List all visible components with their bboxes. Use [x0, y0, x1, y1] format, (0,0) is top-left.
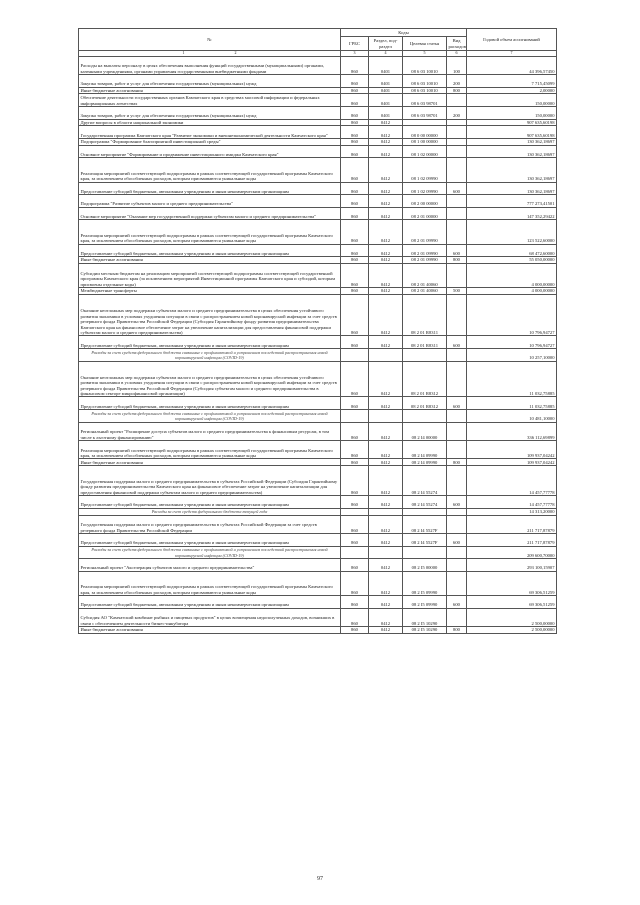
row-target: 08 2 I4 09990	[403, 441, 447, 459]
header-name: №	[79, 29, 341, 51]
table-row	[79, 220, 557, 244]
row-type	[447, 546, 467, 559]
row-name: Реализация мероприятий соответствующей подпрограммы в рамках соответствующей государственной программы Камчатского края, за исключением обособленных расходов, которым присваиваются уникальные коды	[79, 441, 341, 459]
row-name: Субсидии местным бюджетам на реализацию мероприятий соответствующей подпрограммы соответствующей государственной программы Камчатского края (за исключением мероприятий Инвестиционной программы Камчатского края и субсидий, которым присвоены отдельные коды)	[79, 263, 341, 287]
row-type	[447, 138, 467, 145]
header-target: Целевая статья	[403, 37, 447, 51]
row-name: Расходы за счет средств федерального бюджета связанные с профилактикой и устранением последствий распространения новой коронавирусной инфекции (COVID-19)	[79, 546, 341, 559]
table-row	[79, 288, 557, 295]
header-amount: Годовой объем ассигнований	[467, 29, 557, 51]
table-row	[79, 441, 557, 459]
row-grbs: 860	[341, 56, 369, 74]
row-type: 800	[447, 257, 467, 264]
row-razdel: 0401	[369, 56, 403, 74]
row-razdel: 0412	[369, 466, 403, 496]
row-grbs: 860	[341, 207, 369, 220]
note-row	[79, 546, 557, 559]
row-type	[447, 361, 467, 397]
table-row	[79, 244, 557, 257]
row-target: 08 6 03 10010	[403, 87, 447, 94]
row-razdel: 0401	[369, 106, 403, 119]
table-row	[79, 534, 557, 547]
row-type	[447, 158, 467, 182]
row-target: 08 2 I4 5527F	[403, 515, 447, 533]
row-razdel: 0412	[369, 361, 403, 397]
row-target	[403, 410, 447, 423]
row-razdel: 0412	[369, 145, 403, 158]
row-name: Обеспечение деятельности государственных органов Камчатского края в средствах массовой информации и федеральных информационных агентствах	[79, 94, 341, 107]
row-grbs: 860	[341, 263, 369, 287]
table-row	[79, 74, 557, 87]
row-type	[447, 145, 467, 158]
table-row	[79, 361, 557, 397]
row-target: 08 0 00 00000	[403, 126, 447, 139]
row-target	[403, 508, 447, 515]
row-grbs: 860	[341, 559, 369, 572]
row-amount: 109 937,04242	[467, 459, 557, 466]
row-razdel: 0412	[369, 195, 403, 208]
row-grbs: 860	[341, 422, 369, 440]
row-name: Основное мероприятие "Оказание мер государственной поддержки субъектам малого и среднего предпринимательства"	[79, 207, 341, 220]
row-grbs: 860	[341, 138, 369, 145]
row-name: Предоставление субсидий бюджетным, автономным учреждениям и иным некоммерческим организациям	[79, 397, 341, 410]
table-row	[79, 56, 557, 74]
row-grbs: 860	[341, 182, 369, 195]
table-row	[79, 87, 557, 94]
row-type	[447, 94, 467, 107]
row-name: Иные бюджетные ассигнования	[79, 626, 341, 633]
row-razdel: 0412	[369, 220, 403, 244]
table-row	[79, 397, 557, 410]
row-name: Расходы за счет средств федерального бюджета связанные с профилактикой и устранением последствий распространения новой коронавирусной инфекции (COVID-19)	[79, 410, 341, 423]
row-type: 100	[447, 56, 467, 74]
row-name: Реализация мероприятий соответствующей подпрограммы в рамках соответствующей государственной программы Камчатского края, за исключением обособленных расходов, которым присваиваются уникальные коды	[79, 571, 341, 595]
row-grbs: 860	[341, 571, 369, 595]
row-grbs: 860	[341, 94, 369, 107]
row-type	[447, 508, 467, 515]
header-type: Вид расходов	[448, 38, 466, 49]
row-type: 600	[447, 182, 467, 195]
row-grbs	[341, 546, 369, 559]
row-amount: 209 600,70000	[467, 546, 557, 559]
row-razdel	[369, 508, 403, 515]
row-name: Региональный проект "Расширение доступа субъектов малого и среднего предпринимательства к финансовым ресурсам, в том числе к льготному финансированию"	[79, 422, 341, 440]
row-amount: 211 717,87879	[467, 534, 557, 547]
note-row	[79, 410, 557, 423]
row-type	[447, 410, 467, 423]
row-amount: 123 522,60000	[467, 220, 557, 244]
row-target: 08 6 03 10010	[403, 74, 447, 87]
budget-table-page	[78, 28, 556, 634]
row-grbs: 860	[341, 496, 369, 509]
row-razdel: 0412	[369, 496, 403, 509]
row-grbs: 860	[341, 158, 369, 182]
row-amount: 130 362,18697	[467, 158, 557, 182]
row-razdel: 0412	[369, 559, 403, 572]
row-target: 08 2 01 R8312	[403, 397, 447, 410]
row-type	[447, 207, 467, 220]
row-grbs	[341, 410, 369, 423]
row-type	[447, 422, 467, 440]
header-grbs: ГРБС	[341, 37, 369, 51]
table-row	[79, 119, 557, 126]
row-amount: 4 000,00000	[467, 288, 557, 295]
table-row	[79, 294, 557, 336]
row-razdel: 0412	[369, 263, 403, 287]
row-type	[447, 466, 467, 496]
row-grbs: 860	[341, 336, 369, 349]
row-razdel: 0412	[369, 294, 403, 336]
row-type: 500	[447, 288, 467, 295]
row-name: Предоставление субсидий бюджетным, автономным учреждениям и иным некоммерческим организациям	[79, 244, 341, 257]
row-name: Предоставление субсидий бюджетным, автономным учреждениям и иным некоммерческим организациям	[79, 182, 341, 195]
row-name: Предоставление субсидий бюджетным, автономным учреждениям и иным некоммерческим организациям	[79, 595, 341, 608]
row-target: 08 2 I5 09990	[403, 571, 447, 595]
row-grbs: 860	[341, 106, 369, 119]
row-amount: 150,00000	[467, 106, 557, 119]
table-row	[79, 106, 557, 119]
row-grbs: 860	[341, 87, 369, 94]
row-amount: 130 362,18697	[467, 145, 557, 158]
table-row	[79, 94, 557, 107]
row-grbs: 860	[341, 74, 369, 87]
row-amount: 10 481,10000	[467, 410, 557, 423]
table-row	[79, 459, 557, 466]
col-num: 3	[341, 51, 369, 57]
row-type	[447, 571, 467, 595]
table-row	[79, 626, 557, 633]
row-razdel: 0412	[369, 534, 403, 547]
row-type: 600	[447, 496, 467, 509]
row-name: Подпрограмма "Развитие субъектов малого и среднего предпринимательства"	[79, 195, 341, 208]
row-razdel: 0412	[369, 126, 403, 139]
row-amount: 44 396,57450	[467, 56, 557, 74]
row-grbs	[341, 508, 369, 515]
row-name: Подпрограмма "Формирование благоприятной инвестиционной среды"	[79, 138, 341, 145]
row-grbs: 860	[341, 466, 369, 496]
row-target: 08 2 01 09990	[403, 220, 447, 244]
table-row	[79, 195, 557, 208]
row-amount: 14 457,77778	[467, 466, 557, 496]
col-num: 7	[467, 51, 557, 57]
row-type	[447, 349, 467, 362]
row-grbs: 860	[341, 220, 369, 244]
table-row	[79, 571, 557, 595]
row-grbs: 860	[341, 294, 369, 336]
row-amount: 130 362,18697	[467, 138, 557, 145]
row-type	[447, 119, 467, 126]
row-grbs: 860	[341, 195, 369, 208]
table-row	[79, 158, 557, 182]
row-razdel: 0412	[369, 182, 403, 195]
row-name: Расходы за счет средств федерального бюджета текущей года	[79, 508, 341, 515]
row-razdel	[369, 410, 403, 423]
row-grbs: 860	[341, 244, 369, 257]
row-grbs: 860	[341, 397, 369, 410]
row-type	[447, 263, 467, 287]
row-razdel: 0401	[369, 94, 403, 107]
row-type: 200	[447, 74, 467, 87]
table-row	[79, 466, 557, 496]
row-target	[403, 349, 447, 362]
row-type: 200	[447, 106, 467, 119]
header-razdel: Раздел, под-раздел	[369, 37, 403, 51]
table-row	[79, 595, 557, 608]
row-razdel: 0401	[369, 87, 403, 94]
table-row	[79, 515, 557, 533]
row-amount: 907 635,60198	[467, 126, 557, 139]
row-name: Региональный проект "Акселерация субъектов малого и среднего предпринимательства"	[79, 559, 341, 572]
row-amount: 109 937,04242	[467, 441, 557, 459]
row-amount: 211 717,87879	[467, 515, 557, 533]
row-name: Иные бюджетные ассигнования	[79, 459, 341, 466]
row-target: 08 2 00 00000	[403, 195, 447, 208]
row-type: 600	[447, 244, 467, 257]
row-razdel: 0412	[369, 138, 403, 145]
col-num: 6	[447, 51, 467, 57]
row-target	[403, 546, 447, 559]
row-amount: 2,00000	[467, 87, 557, 94]
row-target: 08 2 I5 00000	[403, 559, 447, 572]
col-num: 1 2	[79, 51, 341, 57]
row-name: Иные бюджетные ассигнования	[79, 87, 341, 94]
row-amount: 10 257,10000	[467, 349, 557, 362]
col-num: 4	[369, 51, 403, 57]
row-type	[447, 515, 467, 533]
row-name: Основное мероприятие "Формирование и продвижение инвестиционного имиджа Камчатского края"	[79, 145, 341, 158]
row-target: 08 2 01 09990	[403, 257, 447, 264]
page-number: 97	[317, 876, 323, 882]
row-razdel: 0412	[369, 119, 403, 126]
row-name: Межбюджетные трансферты	[79, 288, 341, 295]
row-razdel: 0412	[369, 336, 403, 349]
row-razdel: 0412	[369, 608, 403, 626]
row-amount: 14 457,77778	[467, 496, 557, 509]
row-razdel	[369, 546, 403, 559]
row-target: 08 2 01 R8312	[403, 361, 447, 397]
row-razdel: 0412	[369, 626, 403, 633]
row-type	[447, 294, 467, 336]
row-type: 600	[447, 595, 467, 608]
row-grbs: 860	[341, 534, 369, 547]
row-amount: 11 032,75885	[467, 361, 557, 397]
row-amount: 293 100,15907	[467, 559, 557, 572]
note-row	[79, 508, 557, 515]
row-grbs: 860	[341, 595, 369, 608]
row-razdel: 0401	[369, 74, 403, 87]
col-num: 5	[403, 51, 447, 57]
row-amount: 69 306,51259	[467, 595, 557, 608]
row-target: 08 1 02 09990	[403, 182, 447, 195]
row-razdel: 0412	[369, 459, 403, 466]
row-razdel: 0412	[369, 397, 403, 410]
row-target: 08 6 03 98701	[403, 106, 447, 119]
row-razdel: 0412	[369, 571, 403, 595]
row-name: Предоставление субсидий бюджетным, автономным учреждениям и иным некоммерческим организациям	[79, 336, 341, 349]
row-razdel: 0412	[369, 288, 403, 295]
row-razdel: 0412	[369, 244, 403, 257]
row-target	[403, 119, 447, 126]
row-type	[447, 608, 467, 626]
row-type	[447, 220, 467, 244]
budget-table	[78, 28, 557, 634]
row-razdel: 0412	[369, 257, 403, 264]
row-grbs: 860	[341, 361, 369, 397]
row-amount: 10 796,94727	[467, 294, 557, 336]
row-grbs	[341, 349, 369, 362]
row-target: 08 2 01 00000	[403, 207, 447, 220]
row-grbs: 860	[341, 288, 369, 295]
row-grbs: 860	[341, 626, 369, 633]
row-grbs: 860	[341, 515, 369, 533]
row-type: 800	[447, 626, 467, 633]
row-target: 08 1 02 09990	[403, 158, 447, 182]
row-name: Предоставление субсидий бюджетным, автономным учреждениям и иным некоммерческим организациям	[79, 496, 341, 509]
table-row	[79, 182, 557, 195]
row-target: 08 2 I5 10290	[403, 608, 447, 626]
row-type: 800	[447, 459, 467, 466]
row-type: 600	[447, 336, 467, 349]
table-row	[79, 138, 557, 145]
row-amount: 10 796,94727	[467, 336, 557, 349]
row-name: Другие вопросы в области национальной экономики	[79, 119, 341, 126]
row-type: 800	[447, 87, 467, 94]
row-amount: 68 472,60000	[467, 244, 557, 257]
table-row	[79, 207, 557, 220]
row-target: 08 2 I5 09990	[403, 595, 447, 608]
row-target: 08 1 02 00000	[403, 145, 447, 158]
row-razdel: 0412	[369, 422, 403, 440]
row-target: 08 2 01 40060	[403, 263, 447, 287]
row-name: Расходы за счет средств федерального бюджета связанные с профилактикой и устранением последствий распространения новой коронавирусной инфекции (COVID-19)	[79, 349, 341, 362]
row-name: Государственная поддержка малого и среднего предпринимательства в субъектах Российской Федерации (Субсидия Гарантийному фонду развития предпринимательства Камчатского края на финансовое обеспечение затрат на увеличение капитализации для предоставления финансовой поддержки субъектам малого и среднего предпринимательства)	[79, 466, 341, 496]
row-name: Оказание неотложных мер поддержки субъектам малого и среднего предпринимательства в целях обеспечения устойчивого развития экономики в условиях ухудшения ситуации в связи с распространением новой коронавирусной инфекции за счет средств резервного фонда Правительства Российской Федерации (Субсидия субъектам малого и среднего предпринимательства в финансовом секторе микрофинансовой организации)	[79, 361, 341, 397]
table-row	[79, 126, 557, 139]
row-grbs: 860	[341, 119, 369, 126]
row-target: 08 2 I4 55274	[403, 466, 447, 496]
row-target: 08 2 I4 00000	[403, 422, 447, 440]
row-target: 08 2 I4 09990	[403, 459, 447, 466]
row-amount: 147 352,29422	[467, 207, 557, 220]
row-target: 08 2 I4 55274	[403, 496, 447, 509]
row-target: 08 1 00 00000	[403, 138, 447, 145]
row-amount: 55 050,00000	[467, 257, 557, 264]
table-row	[79, 608, 557, 626]
table-body	[79, 56, 557, 633]
row-grbs: 860	[341, 608, 369, 626]
row-amount: 7 715,45099	[467, 74, 557, 87]
row-type: 600	[447, 397, 467, 410]
row-grbs: 860	[341, 126, 369, 139]
row-target: 08 6 03 10010	[403, 56, 447, 74]
row-amount: 69 306,51259	[467, 571, 557, 595]
row-razdel: 0412	[369, 158, 403, 182]
table-row	[79, 496, 557, 509]
row-target: 08 2 01 09990	[403, 244, 447, 257]
table-row	[79, 257, 557, 264]
row-grbs: 860	[341, 459, 369, 466]
row-type	[447, 559, 467, 572]
row-razdel: 0412	[369, 207, 403, 220]
row-razdel: 0412	[369, 595, 403, 608]
row-name: Расходы на выплаты персоналу в целях обеспечения выполнения функций государственными (муниципальными) органами, казенными учреждениями, органами управления государственными внебюджетными фондами	[79, 56, 341, 74]
row-amount: 4 000,00000	[467, 263, 557, 287]
row-grbs: 860	[341, 145, 369, 158]
row-amount: 130 362,18697	[467, 182, 557, 195]
row-grbs: 860	[341, 441, 369, 459]
row-amount: 777 273,41501	[467, 195, 557, 208]
row-amount: 336 112,69899	[467, 422, 557, 440]
table-row	[79, 263, 557, 287]
row-amount: 11 032,75885	[467, 397, 557, 410]
row-type	[447, 441, 467, 459]
row-target: 08 2 I4 5527F	[403, 534, 447, 547]
row-amount: 150,00000	[467, 94, 557, 107]
row-type	[447, 195, 467, 208]
note-row	[79, 349, 557, 362]
row-name: Субсидия АО "Камчатский комбинат рыбных и пищевых продуктов" в целях возмещения недополученных доходов, возникших в связи с обеспечением деятельности бизнес-инкубатора	[79, 608, 341, 626]
table-row	[79, 336, 557, 349]
row-name: Государственная программа Камчатского края "Развитие экономики и внешнеэкономической деятельности Камчатского края"	[79, 126, 341, 139]
row-name: Закупка товаров, работ и услуг для обеспечения государственных (муниципальных) нужд	[79, 74, 341, 87]
row-amount: 907 635,60198	[467, 119, 557, 126]
row-amount: 14 313,20000	[467, 508, 557, 515]
row-razdel	[369, 349, 403, 362]
table-row	[79, 145, 557, 158]
row-amount: 2 500,00000	[467, 626, 557, 633]
table-row	[79, 422, 557, 440]
row-type: 600	[447, 534, 467, 547]
row-razdel: 0412	[369, 515, 403, 533]
row-name: Реализация мероприятий соответствующей подпрограммы в рамках соответствующей государственной программы Камчатского края, за исключением обособленных расходов, которым присваиваются уникальные коды	[79, 220, 341, 244]
row-name: Оказание неотложных мер поддержки субъектам малого и среднего предпринимательства в целях обеспечения устойчивого развития экономики в условиях ухудшения ситуации в связи с распространением новой коронавирусной инфекции за счет средств резервного фонда Правительства Российской Федерации (Субсидия Гарантийному фонду развития предпринимательства Камчатского края на финансовое обеспечение затрат на увеличение капитализации для предоставления финансовой поддержки субъектам малого и среднего предпринимательства)	[79, 294, 341, 336]
row-name: Иные бюджетные ассигнования	[79, 257, 341, 264]
header-codes: Коды	[341, 29, 467, 37]
row-name: Закупка товаров, работ и услуг для обеспечения государственных (муниципальных) нужд	[79, 106, 341, 119]
row-target: 08 2 I5 10290	[403, 626, 447, 633]
row-grbs: 860	[341, 257, 369, 264]
row-razdel: 0412	[369, 441, 403, 459]
table-row	[79, 559, 557, 572]
row-name: Предоставление субсидий бюджетным, автономным учреждениям и иным некоммерческим организациям	[79, 534, 341, 547]
row-type	[447, 126, 467, 139]
row-name: Государственная поддержка малого и среднего предпринимательства в субъектах Российской Федерации за счет средств резервного фонда Правительства Российской Федерации	[79, 515, 341, 533]
row-target: 08 2 01 R8311	[403, 336, 447, 349]
row-target: 08 2 01 40060	[403, 288, 447, 295]
row-amount: 2 500,00000	[467, 608, 557, 626]
row-target: 08 6 03 98701	[403, 94, 447, 107]
row-name: Реализация мероприятий соответствующей подпрограммы в рамках соответствующей государственной программы Камчатского края, за исключением обособленных расходов, которым присваиваются уникальные коды	[79, 158, 341, 182]
row-target: 08 2 01 R8311	[403, 294, 447, 336]
